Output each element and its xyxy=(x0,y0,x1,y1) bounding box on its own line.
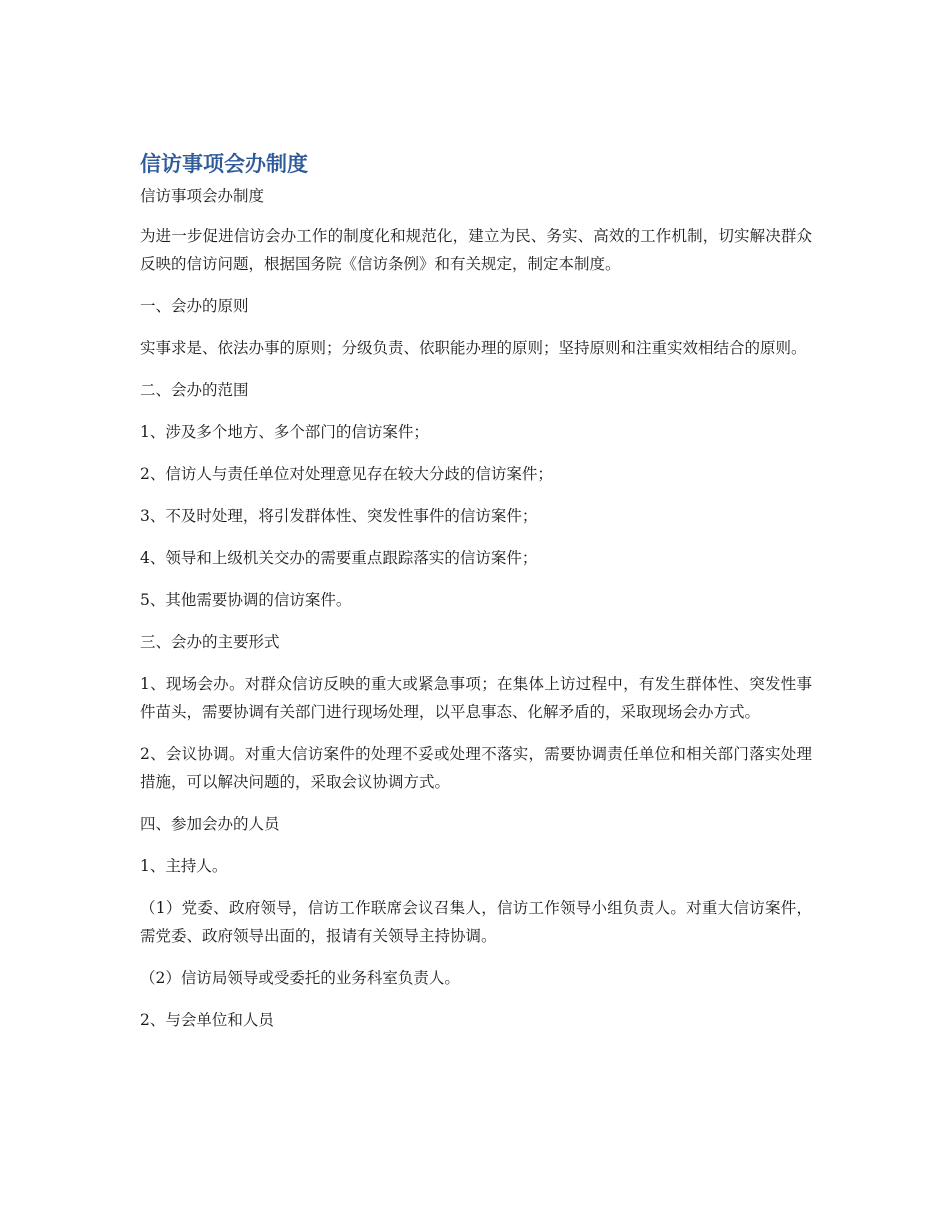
section-heading-participants: 四、参加会办的人员 xyxy=(140,815,280,833)
intro-paragraph: 为进一步促进信访会办工作的制度化和规范化，建立为民、务实、高效的工作机制，切实解决群众反映的信访问题，根据国务院《信访条例》和有关规定，制定本制度。 xyxy=(140,227,812,273)
scope-item-4: 4、领导和上级机关交办的需要重点跟踪落实的信访案件； xyxy=(140,549,538,567)
section-heading-forms: 三、会办的主要形式 xyxy=(140,633,280,651)
participants-item-2: 2、与会单位和人员 xyxy=(140,1011,274,1029)
section-heading-principles: 一、会办的原则 xyxy=(140,297,249,315)
principles-paragraph: 实事求是、依法办事的原则；分级负责、依职能办理的原则；坚持原则和注重实效相结合的原则。 xyxy=(140,339,807,357)
document-body xyxy=(140,148,812,1048)
scope-item-2: 2、信访人与责任单位对处理意见存在较大分歧的信访案件； xyxy=(140,465,553,483)
participants-subitem-2: （2）信访局领导或受委托的业务科室负责人。 xyxy=(140,969,460,987)
participants-subitem-1: （1）党委、政府领导，信访工作联席会议召集人，信访工作领导小组负责人。对重大信访案件，需党委、政府领导出面的，报请有关领导主持协调。 xyxy=(140,899,812,945)
document-title: 信访事项会办制度 xyxy=(140,152,308,176)
scope-item-1: 1、涉及多个地方、多个部门的信访案件； xyxy=(140,423,429,441)
scope-item-5: 5、其他需要协调的信访案件。 xyxy=(140,591,352,609)
participants-item-1: 1、主持人。 xyxy=(140,857,228,875)
document-subtitle: 信访事项会办制度 xyxy=(140,187,265,205)
section-heading-scope: 二、会办的范围 xyxy=(140,381,249,399)
forms-item-1: 1、现场会办。对群众信访反映的重大或紧急事项；在集体上访过程中，有发生群体性、突发性事件苗头，需要协调有关部门进行现场处理，以平息事态、化解矛盾的，采取现场会办方式。 xyxy=(140,675,812,721)
scope-item-3: 3、不及时处理，将引发群体性、突发性事件的信访案件； xyxy=(140,507,538,525)
forms-item-2: 2、会议协调。对重大信访案件的处理不妥或处理不落实，需要协调责任单位和相关部门落实处理措施，可以解决问题的，采取会议协调方式。 xyxy=(140,745,812,791)
